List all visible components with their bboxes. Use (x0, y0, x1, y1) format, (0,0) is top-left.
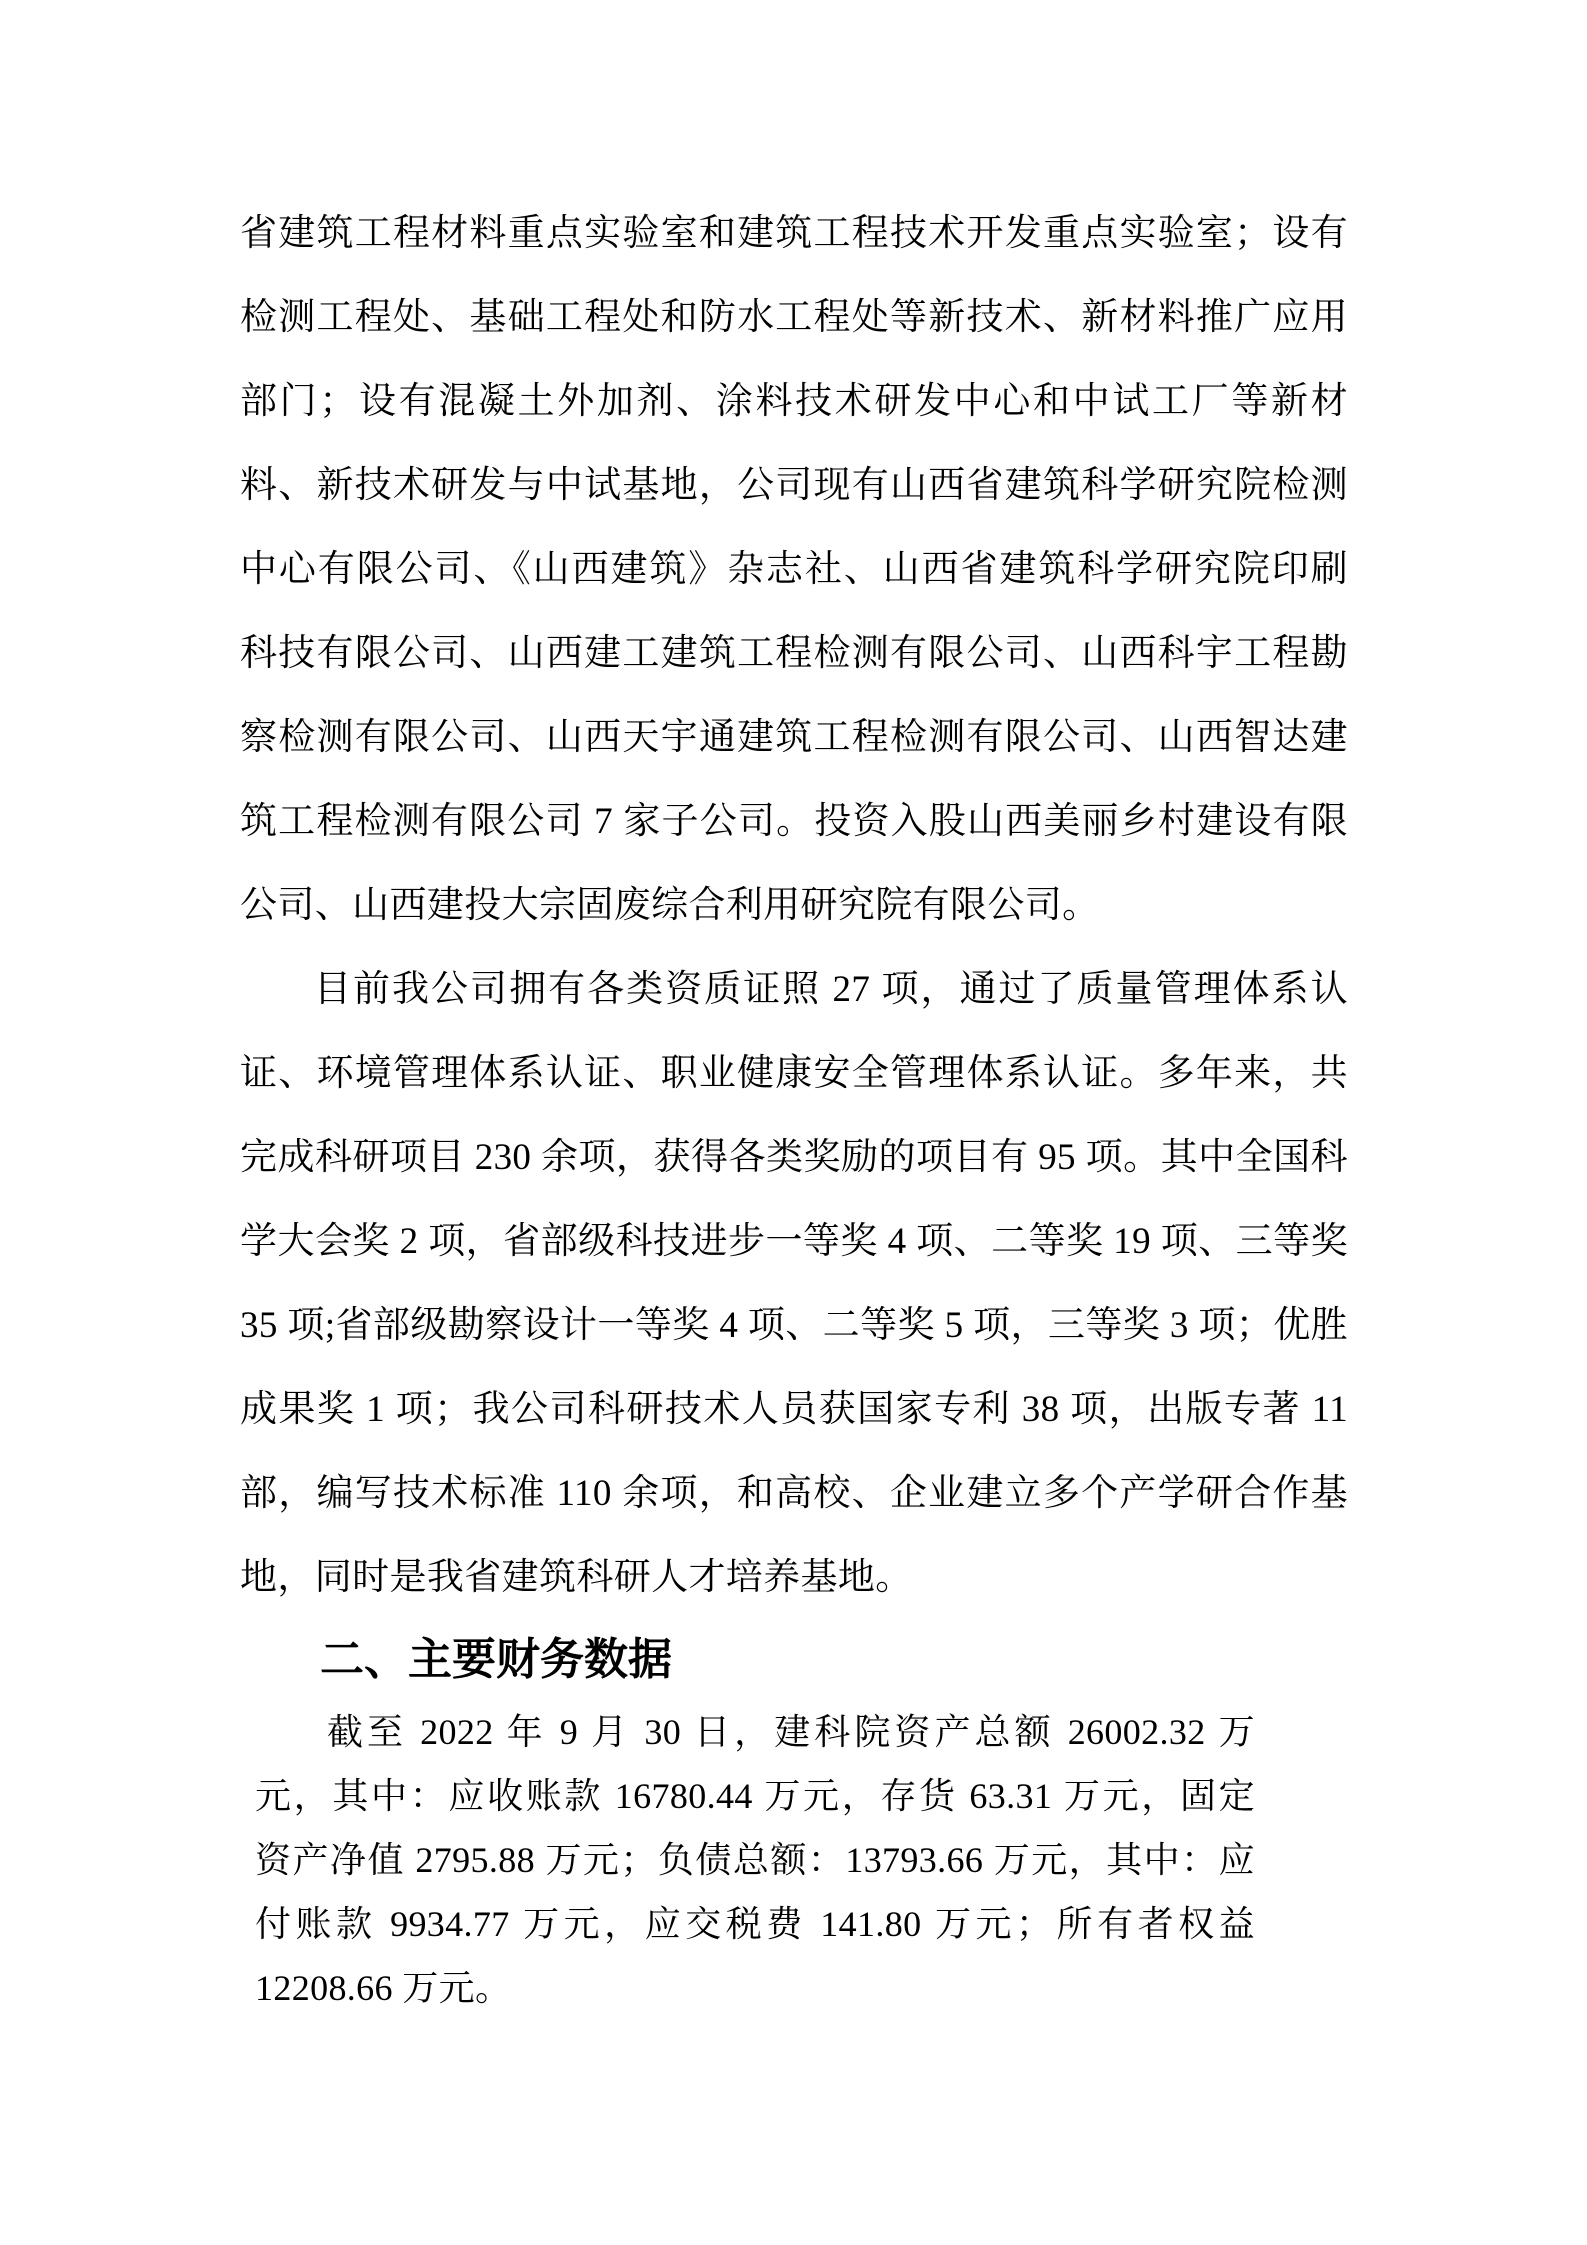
text-line: 料、新技术研发与中试基地，公司现有山西省建筑科学研究院检测 (240, 465, 1348, 506)
text-line: 成果奖 1 项；我公司科研技术人员获国家专利 38 项，出版专著 11 (240, 1389, 1348, 1430)
text-line: 截至 2022 年 9 月 30 日，建科院资产总额 26002.32 万 (327, 1712, 1255, 1752)
text-line: 部门；设有混凝土外加剂、涂料技术研发中心和中试工厂等新材 (240, 381, 1348, 422)
text-line: 证、环境管理体系认证、职业健康安全管理体系认证。多年来，共 (240, 1053, 1348, 1094)
text-line: 检测工程处、基础工程处和防水工程处等新技术、新材料推广应用 (240, 297, 1348, 338)
section-heading-financial-data: 二、主要财务数据 (320, 1635, 672, 1684)
text-line: 学大会奖 2 项，省部级科技进步一等奖 4 项、二等奖 19 项、三等奖 (240, 1221, 1348, 1262)
text-line: 察检测有限公司、山西天宇通建筑工程检测有限公司、山西智达建 (240, 717, 1348, 758)
text-line: 科技有限公司、山西建工建筑工程检测有限公司、山西科宇工程勘 (240, 633, 1348, 674)
text-block (240, 192, 1348, 2020)
text-line: 35 项;省部级勘察设计一等奖 4 项、二等奖 5 项，三等奖 3 项；优胜 (240, 1305, 1348, 1346)
text-line: 完成科研项目 230 余项，获得各类奖励的项目有 95 项。其中全国科 (240, 1137, 1348, 1178)
paragraph-achievements (240, 948, 1348, 1620)
text-line: 中心有限公司、《山西建筑》杂志社、山西省建筑科学研究院印刷 (240, 549, 1348, 590)
text-line: 公司、山西建投大宗固废综合利用研究院有限公司。 (240, 885, 1100, 926)
text-line: 12208.66 万元。 (255, 1968, 512, 2008)
text-line: 元，其中：应收账款 16780.44 万元，存货 63.31 万元，固定 (255, 1776, 1255, 1816)
text-line: 部，编写技术标准 110 余项，和高校、企业建立多个产学研合作基 (240, 1473, 1348, 1514)
paragraph-financial-data (255, 1700, 1255, 2020)
text-line: 目前我公司拥有各类资质证照 27 项，通过了质量管理体系认 (314, 969, 1348, 1010)
text-line: 筑工程检测有限公司 7 家子公司。投资入股山西美丽乡村建设有限 (240, 801, 1348, 842)
text-line: 付账款 9934.77 万元，应交税费 141.80 万元；所有者权益 (255, 1904, 1255, 1944)
text-line: 省建筑工程材料重点实验室和建筑工程技术开发重点实验室；设有 (240, 213, 1348, 254)
text-line: 资产净值 2795.88 万元；负债总额：13793.66 万元，其中：应 (255, 1840, 1255, 1880)
text-line: 地，同时是我省建筑科研人才培养基地。 (240, 1557, 913, 1598)
paragraph-company-intro (240, 192, 1348, 948)
